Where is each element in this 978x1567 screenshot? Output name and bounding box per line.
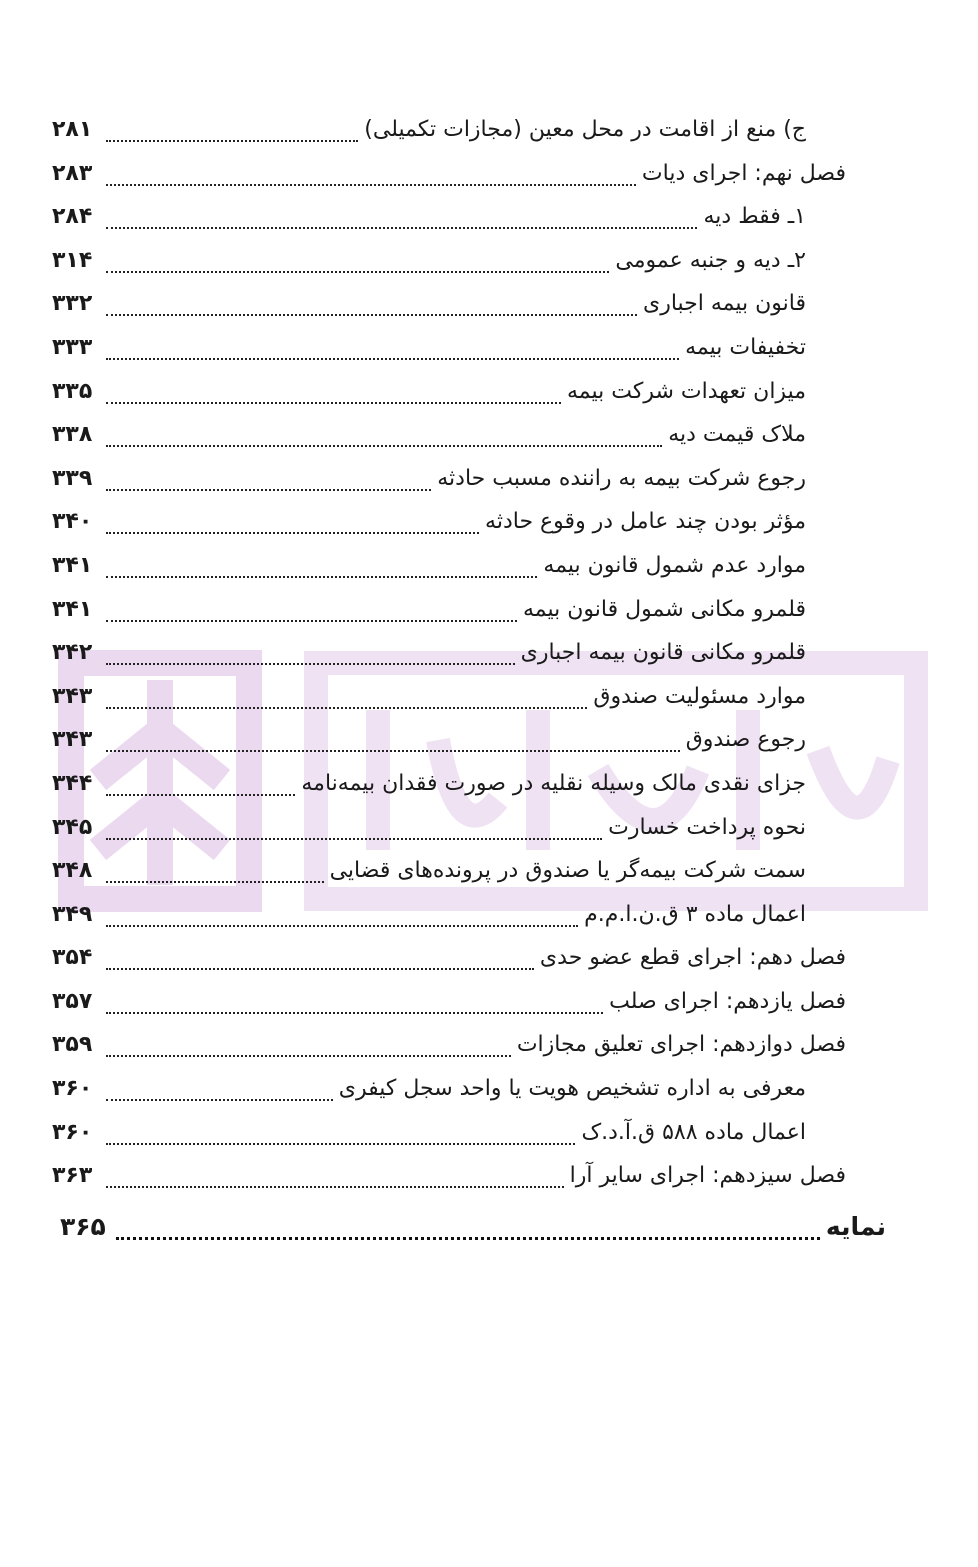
- page-number: ۳۳۹: [52, 465, 93, 491]
- page-number: ۳۳۲: [52, 291, 93, 317]
- dot-leader: [106, 1029, 511, 1057]
- page-number: ۳۴۳: [52, 727, 93, 753]
- section-title: جزای نقدی مالک وسیله نقلیه در صورت فقدان بیمه‌نامه: [301, 770, 806, 796]
- dot-leader: [106, 201, 697, 229]
- dot-leader: [106, 245, 609, 273]
- dot-leader: [106, 1117, 575, 1145]
- dot-leader: [106, 812, 602, 840]
- toc-entry[interactable]: [0, 675, 978, 719]
- toc-entry[interactable]: [0, 152, 978, 196]
- page-number: ۳۶۳: [52, 1163, 93, 1189]
- chapter-title: فصل سیزدهم: اجرای سایر آرا: [569, 1163, 846, 1189]
- toc-entry[interactable]: [0, 631, 978, 675]
- section-title: قانون بیمه اجباری: [642, 291, 806, 317]
- page-number: ۳۴۹: [52, 901, 93, 927]
- toc-entry[interactable]: [0, 806, 978, 850]
- chapter-title: فصل یازدهم: اجرای صلب: [609, 988, 846, 1014]
- toc-entry[interactable]: [0, 1067, 978, 1111]
- dot-leader: [106, 855, 324, 883]
- page-number: ۳۵۷: [52, 988, 93, 1014]
- page-number: ۳۳۵: [52, 378, 93, 404]
- toc-entry[interactable]: [0, 588, 978, 632]
- dot-leader: [106, 114, 358, 142]
- dot-leader: [106, 463, 431, 491]
- page-number: ۳۴۰: [52, 509, 93, 535]
- toc-entry[interactable]: [0, 457, 978, 501]
- toc-entry[interactable]: [0, 326, 978, 370]
- dot-leader: [106, 637, 515, 665]
- section-title: اعمال ماده ۵۸۸ ق.آ.د.ک: [581, 1119, 806, 1145]
- toc-entry[interactable]: [0, 893, 978, 937]
- toc-entry[interactable]: [0, 500, 978, 544]
- dot-leader: [106, 288, 637, 316]
- section-title: میزان تعهدات شرکت بیمه: [567, 378, 806, 404]
- dot-leader: [106, 376, 561, 404]
- section-title: رجوع شرکت بیمه به راننده مسبب حادثه: [437, 465, 806, 491]
- section-title: قلمرو مکانی قانون بیمه اجباری: [520, 640, 806, 666]
- page-number: ۳۵۹: [52, 1032, 93, 1058]
- page-number: ۳۳۸: [52, 422, 93, 448]
- toc-entry[interactable]: [0, 195, 978, 239]
- chapter-title: فصل دهم: اجرای قطع عضو حدی: [539, 945, 846, 971]
- page-number: ۳۶۰: [52, 1076, 93, 1102]
- toc-entry[interactable]: [0, 370, 978, 414]
- dot-leader: [106, 768, 295, 796]
- section-title: معرفی به اداره تشخیص هویت یا واحد سجل کیفری: [338, 1076, 806, 1102]
- dot-leader: [106, 1160, 564, 1188]
- dot-leader: [106, 550, 537, 578]
- dot-leader: [106, 942, 534, 970]
- page-number: ۳۵۴: [52, 945, 93, 971]
- toc-entry[interactable]: [0, 762, 978, 806]
- section-title: قلمرو مکانی شمول قانون بیمه: [523, 596, 806, 622]
- section-title: سمت شرکت بیمه‌گر یا صندوق در پرونده‌های قضایی: [329, 858, 806, 884]
- toc-entry[interactable]: [0, 936, 978, 980]
- section-title: موارد مسئولیت صندوق: [593, 683, 806, 709]
- section-title: موارد عدم شمول قانون بیمه: [543, 552, 806, 578]
- toc-entry[interactable]: [0, 108, 978, 152]
- page-number: ۲۸۴: [52, 204, 93, 230]
- index-page-number: ۳۶۵: [60, 1212, 106, 1241]
- dot-leader: [106, 419, 662, 447]
- toc-entry[interactable]: [0, 1154, 978, 1198]
- page-number: ۳۴۳: [52, 683, 93, 709]
- section-title: ۲ـ دیه و جنبه عمومی: [615, 247, 806, 273]
- toc-entry[interactable]: [0, 718, 978, 762]
- section-title: نحوه پرداخت خسارت: [608, 814, 806, 840]
- page-number: ۳۴۸: [52, 858, 93, 884]
- toc-entry[interactable]: [0, 239, 978, 283]
- page-number: ۳۴۲: [52, 640, 93, 666]
- chapter-title: فصل دوازدهم: اجرای تعلیق مجازات: [516, 1032, 846, 1058]
- dot-leader: [106, 332, 679, 360]
- toc-entry[interactable]: [0, 544, 978, 588]
- dot-leader: [106, 724, 680, 752]
- section-title: تخفیفات بیمه: [685, 334, 806, 360]
- toc-entry[interactable]: [0, 413, 978, 457]
- index-entry[interactable]: [0, 1207, 978, 1251]
- section-title: ج) منع از اقامت در محل معین (مجازات تکمیلی): [364, 117, 806, 142]
- toc-entry[interactable]: [0, 1111, 978, 1155]
- section-title: مؤثر بودن چند عامل در وقوع حادثه: [485, 509, 806, 535]
- table-of-contents: [0, 108, 978, 1198]
- section-title: رجوع صندوق: [685, 727, 806, 753]
- page-number: ۳۴۱: [52, 596, 93, 622]
- dot-leader: [116, 1209, 820, 1240]
- dot-leader: [106, 594, 517, 622]
- dot-leader: [106, 1073, 333, 1101]
- page-number: ۳۴۴: [52, 770, 93, 796]
- toc-entry[interactable]: [0, 1023, 978, 1067]
- toc-entry[interactable]: [0, 980, 978, 1024]
- dot-leader: [106, 986, 603, 1014]
- page-number: ۲۸۱: [52, 117, 93, 142]
- toc-entry[interactable]: [0, 282, 978, 326]
- section-title: اعمال ماده ۳ ق.ن.ا.م.م: [584, 901, 806, 927]
- dot-leader: [106, 158, 636, 186]
- dot-leader: [106, 899, 578, 927]
- page-number: ۳۶۰: [52, 1119, 93, 1145]
- index-title: نمایه: [825, 1212, 886, 1241]
- dot-leader: [106, 506, 479, 534]
- page-number: ۳۱۴: [52, 247, 93, 273]
- page-number: ۲۸۳: [52, 160, 93, 186]
- chapter-title: فصل نهم: اجرای دیات: [641, 160, 846, 186]
- section-title: ملاک قیمت دیه: [668, 422, 806, 448]
- toc-entry[interactable]: [0, 849, 978, 893]
- page-number: ۳۴۱: [52, 552, 93, 578]
- section-title: ۱ـ فقط دیه: [703, 204, 806, 230]
- page-number: ۳۳۳: [52, 334, 93, 360]
- dot-leader: [106, 681, 587, 709]
- page-number: ۳۴۵: [52, 814, 93, 840]
